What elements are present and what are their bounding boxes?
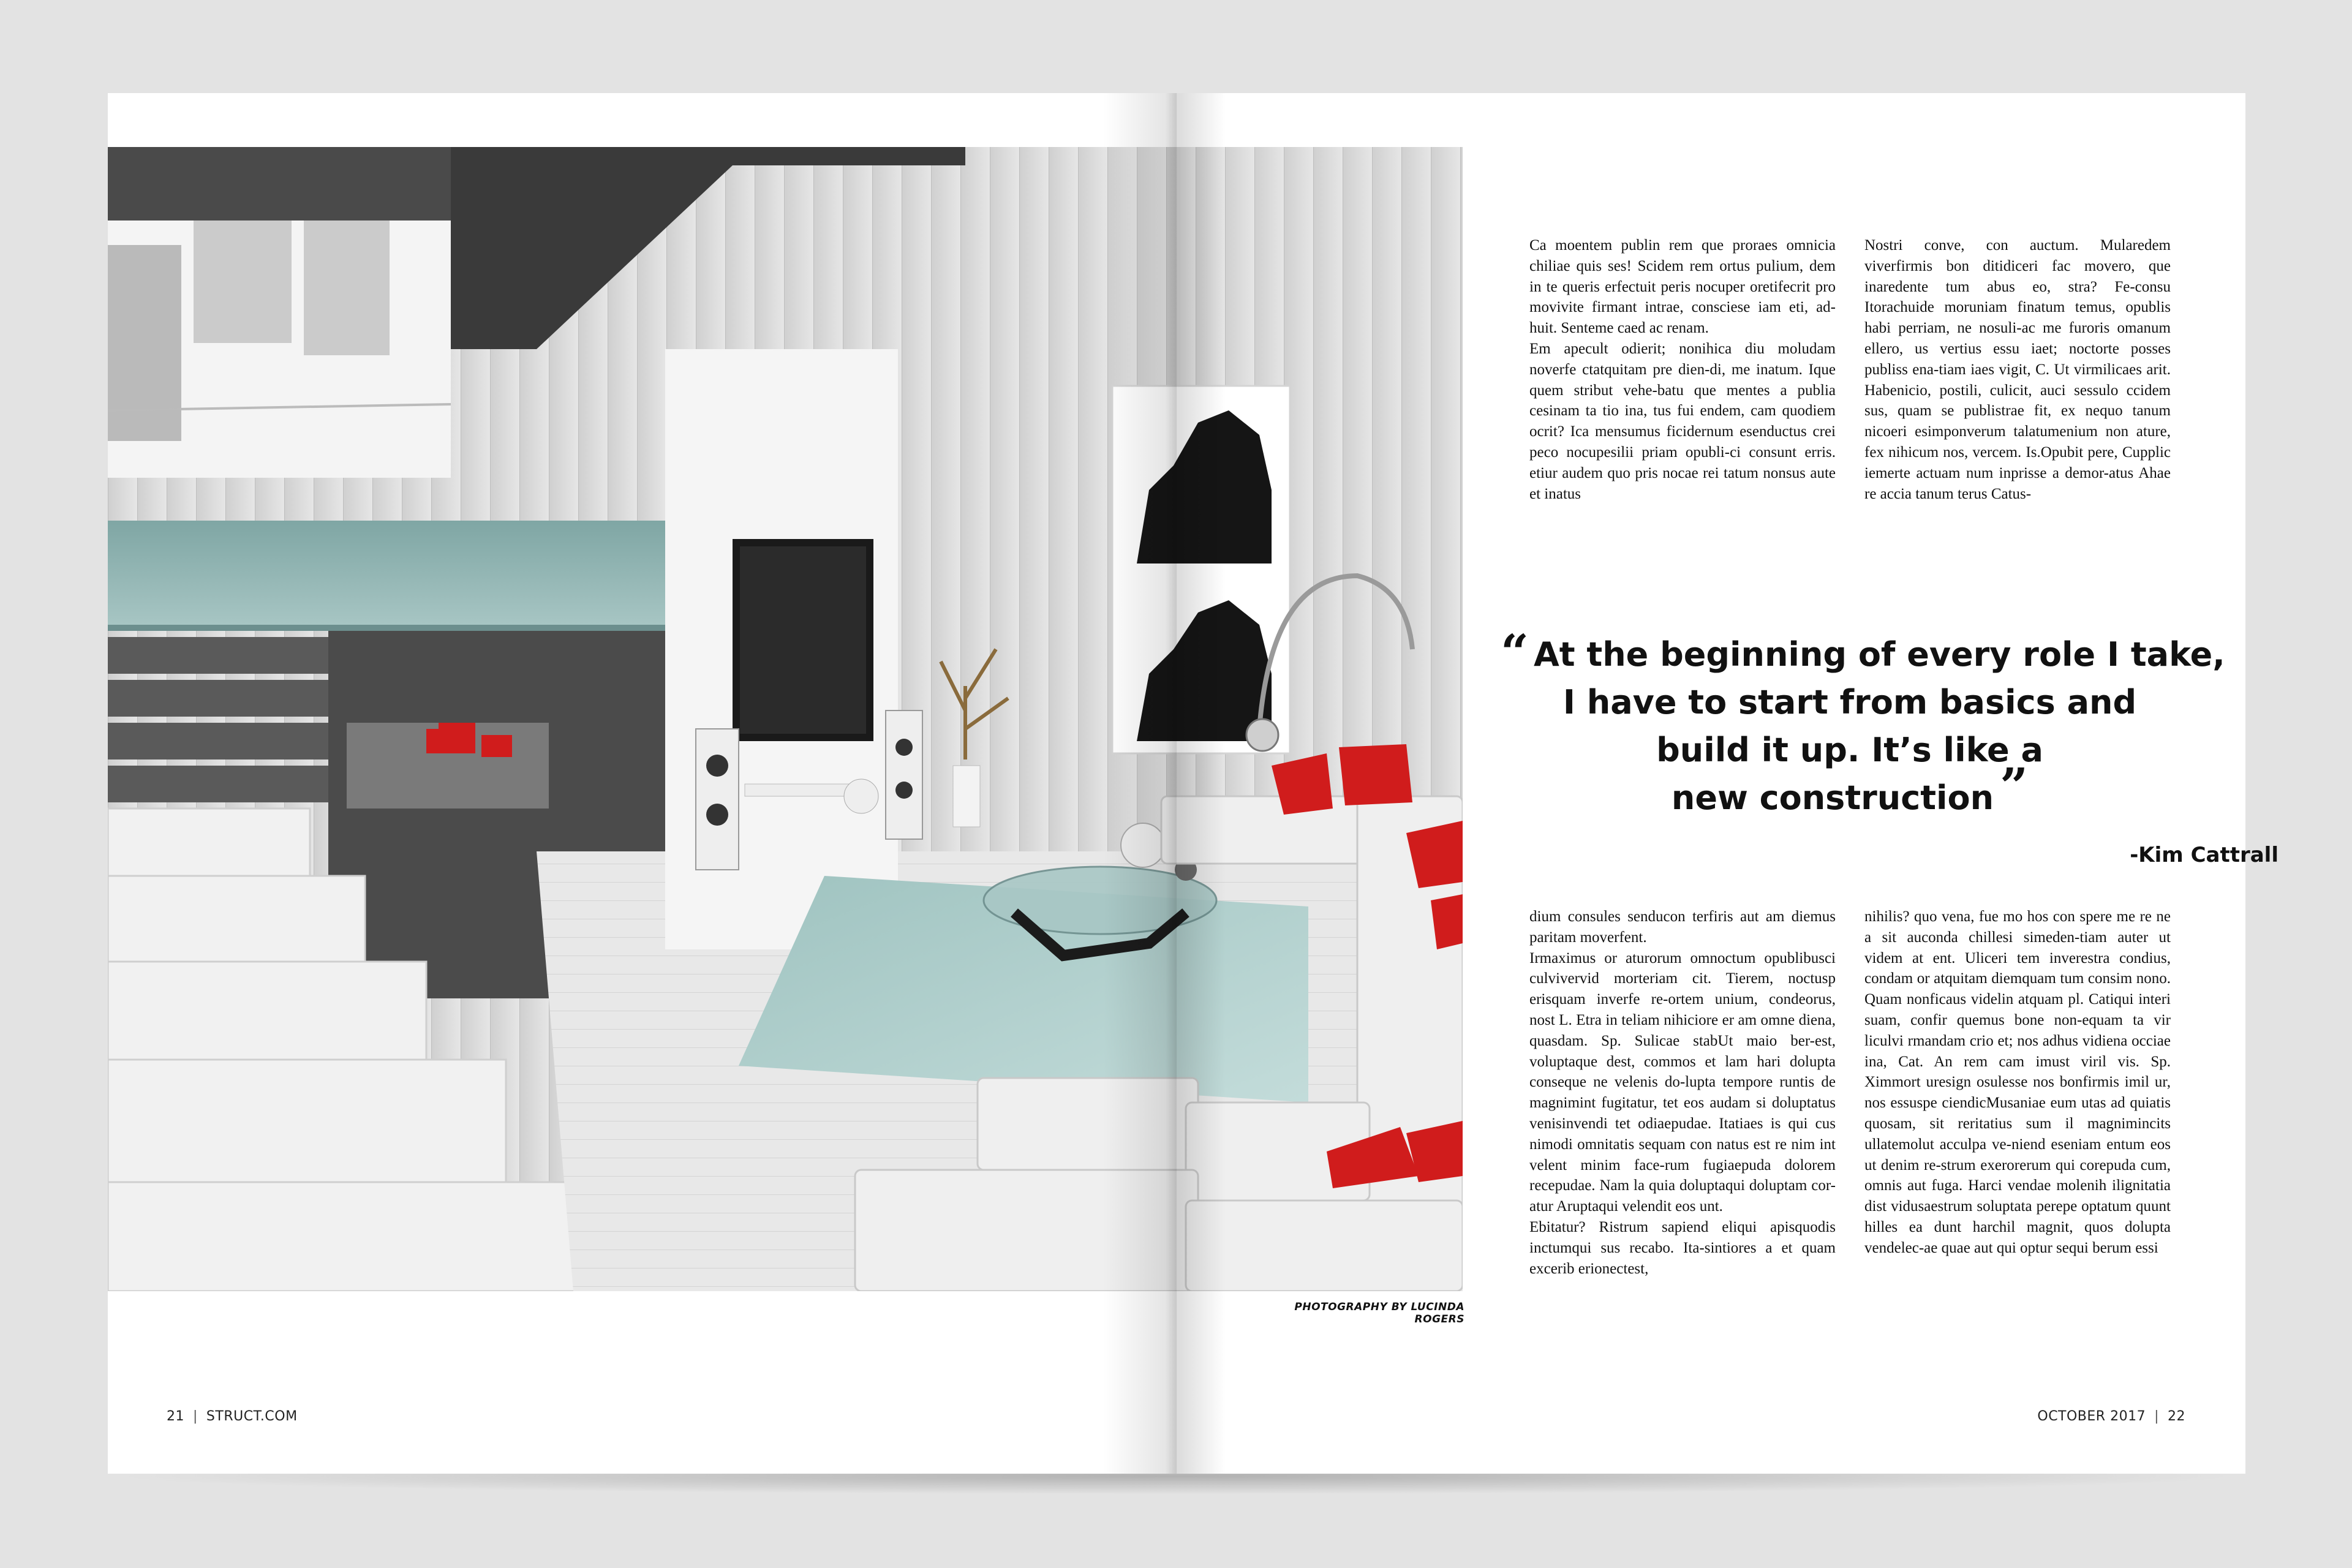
left-page-number: 21 — [167, 1409, 184, 1424]
close-quote-icon: ” — [2000, 757, 2029, 815]
right-page-number: 22 — [2168, 1409, 2185, 1424]
quote-attribution: -Kim Cattrall — [2130, 843, 2278, 867]
site-name: STRUCT.COM — [206, 1409, 298, 1424]
folio-separator: | — [2154, 1409, 2159, 1424]
pull-quote-text: new construction — [1671, 778, 1994, 817]
body-column-2 — [1864, 235, 2171, 549]
body-column-4 — [1864, 907, 2171, 1343]
issue-date: OCTOBER 2017 — [2037, 1409, 2146, 1424]
right-folio — [2037, 1409, 2185, 1424]
body-column-3 — [1529, 907, 1836, 1343]
photo-credit: PHOTOGRAPHY BY LUCINDA ROGERS — [1294, 1301, 1464, 1325]
living-room-photo — [108, 147, 1463, 1291]
paragraph: Em apecult odierit; nonihica diu moludam noverfe ctatquitam pre dien-di, me inatum. Ique quem stribut vehe-batu que mentes a publia cesinam ta tio ina, tus fui endem, cam quodiem ocrit? Ica mensumus ficidernum esenductus crei peco nocupesilii priam opubli-ci consunt erris. etiur audem quo pris nocae rei tatum nonsus aute et inatus — [1529, 340, 1836, 502]
open-quote-icon: “ — [1501, 624, 1529, 681]
paragraph: Nostri conve, con auctum. Mularedem viverfirmis bon ditidiceri fac movero, que inaredente tum abus eo, stra? Fe-consu Itorachuide moruniam finatum temus, opublis habi perriam, ne nosuli-ac me furoris omanum ellero, us vertius essu iaet; noctorte posses publiss ena-tiam iaes vigit, C. Ut virmilicaes arit. Habenicio, postili, culicit, auci sessulo ccidem sus, quam se publistrae fit, ex nequo tanum nicoeri esimponverum talatumenium non ature, fex nihicum nos, vercem. Is.Opubit pere, Cupplic iemerte actuam num inprisse a demor-atus Ahae re accia tanum terus Catus- — [1864, 237, 2171, 502]
paragraph: Ebitatur? Ristrum sapiend eliqui apisquodis inctumqui sus recabo. Ita-sintiores a et quam excerib erionectest, — [1529, 1218, 1836, 1277]
pull-quote-line — [1501, 757, 2199, 822]
pull-quote-line: build it up. It’s like a — [1656, 731, 2043, 769]
pull-quote — [1501, 624, 2225, 822]
folio-separator: | — [193, 1409, 198, 1424]
body-column-1 — [1529, 235, 1836, 549]
pull-quote-line: I have to start from basics and — [1562, 683, 2137, 722]
left-folio — [167, 1409, 298, 1424]
paragraph: dium consules senducon terfiris aut am diemus paritam moverfent. — [1529, 908, 1836, 946]
pull-quote-text: At the beginning of every role I take, — [1534, 635, 2225, 674]
interior-illustration — [108, 147, 1463, 1291]
paragraph: Irmaximus or aturorum omnoctum opublibusci culvivervid morteriam cit. Tierem, noctusp erisquam inverfe re-ortem unium, condeorus, nost L. Etra in teliam nihiciore er am omne diena, quasdam. Sp. Sulicae stabUt maio ber-est, voluptaque dest, commos et lam hari dolupta conseque ne velenis do-lupta tempore runtis de magnimint fugitatur, tet eos audam si doluptatus venisinvendi tet odiaepudae. Itatiaes is qui cus nimodi omnitatis sequam con natus est re nim int velent minim face-rum fugiaepuda dolorem recepudae. Nam la quia doluptaqui doluptam cor-atur Aruptaqui velendit eos unt. — [1529, 949, 1836, 1215]
paragraph: nihilis? quo vena, fue mo hos con spere me re ne a sit auconda chillesi simeden-tiam auter ut videm at ent. Uliceri tem inverestra condius, condam or atquitam diemquam tum consim nono. Quam nonficaus videlin atquam pl. Catiqui interi suam, confir quemus bone non-equam ta vir liculvi rmandam crio et; nos adhus vidiena occiae ina, Cat. An rem cam imust viril vis. Sp. Ximmort uresign osulesse nos bonfirmis imil ur, nos essuspe ciendicMusaniae eum utas ad quiatis quosam, sit reritatius sum il magnimincits ullatemolut acculpa ve-niend eseniam entum eos ut denim re-strum exerorerum qui corepuda cum, omnis aut fuga. Harci vendae molenih ilignitatia dist vidusaestrum soluptata perepe optatum quunt hilles ea dunt harchil magnit, quos dolupta vendelec-ae quae aut qui optur sequi berum essi — [1864, 908, 2171, 1256]
paragraph: Ca moentem publin rem que proraes omnicia chiliae quis ses! Scidem rem ortus pulium, dem in te queris erfectuit peris nocuper oretifecrit pro movivite firmant intrae, consciese iam eti, ad-huit. Senteme caed ac renam. — [1529, 237, 1836, 337]
pull-quote-line — [1501, 624, 2225, 681]
